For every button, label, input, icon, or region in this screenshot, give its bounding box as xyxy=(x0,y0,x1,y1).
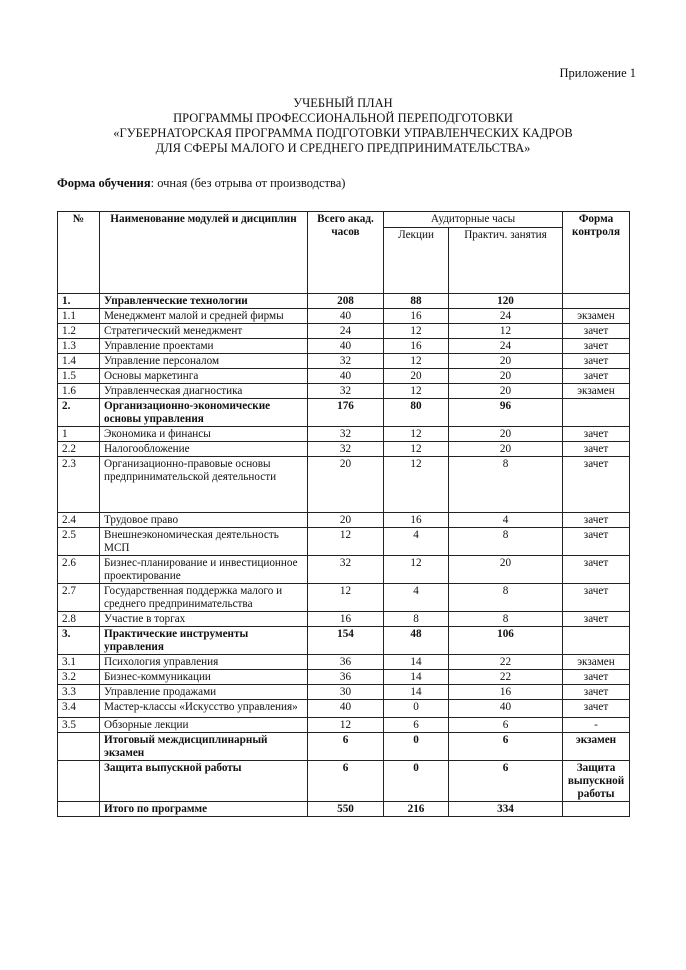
row-practice: 4 xyxy=(449,513,563,528)
row-control: экзамен xyxy=(563,655,630,670)
row-control: зачет xyxy=(563,324,630,339)
row-num: 1.4 xyxy=(58,354,100,369)
table-body xyxy=(58,294,630,817)
row-control xyxy=(563,399,630,427)
document-title xyxy=(0,96,686,156)
study-form-value: : очная (без отрыва от производства) xyxy=(150,176,346,190)
row-total: 6 xyxy=(308,761,384,802)
row-total: 24 xyxy=(308,324,384,339)
header-lectures: Лекции xyxy=(384,228,449,294)
table-row xyxy=(58,655,630,670)
row-name: Организационно-правовые основы предпринимательской деятельности xyxy=(100,457,308,513)
row-total: 30 xyxy=(308,685,384,700)
row-lectures: 88 xyxy=(384,294,449,309)
row-practice: 6 xyxy=(449,761,563,802)
row-lectures: 80 xyxy=(384,399,449,427)
row-control xyxy=(563,802,630,817)
row-control: зачет xyxy=(563,700,630,718)
table-row xyxy=(58,427,630,442)
row-practice: 8 xyxy=(449,584,563,612)
title-line: ДЛЯ СФЕРЫ МАЛОГО И СРЕДНЕГО ПРЕДПРИНИМАТЕЛЬСТВА» xyxy=(155,141,531,155)
row-total: 40 xyxy=(308,339,384,354)
row-lectures: 0 xyxy=(384,733,449,761)
row-num: 2.6 xyxy=(58,556,100,584)
table-row xyxy=(58,700,630,718)
row-name: Менеджмент малой и средней фирмы xyxy=(100,309,308,324)
row-total: 20 xyxy=(308,457,384,513)
table-row xyxy=(58,309,630,324)
row-practice: 24 xyxy=(449,339,563,354)
row-control: зачет xyxy=(563,685,630,700)
row-lectures: 12 xyxy=(384,354,449,369)
header-practice: Практич. занятия xyxy=(449,228,563,294)
row-num: 1.2 xyxy=(58,324,100,339)
study-form xyxy=(57,176,345,191)
row-num: 1.5 xyxy=(58,369,100,384)
header-auditory: Аудиторные часы xyxy=(384,212,563,228)
row-name: Защита выпускной работы xyxy=(100,761,308,802)
header-total: Всего акад. часов xyxy=(308,212,384,294)
row-name: Стратегический менеджмент xyxy=(100,324,308,339)
row-total: 40 xyxy=(308,309,384,324)
row-lectures: 48 xyxy=(384,627,449,655)
row-num: 2.2 xyxy=(58,442,100,457)
row-control: зачет xyxy=(563,670,630,685)
row-total: 40 xyxy=(308,700,384,718)
row-practice: 120 xyxy=(449,294,563,309)
row-name: Обзорные лекции xyxy=(100,718,308,733)
row-practice: 8 xyxy=(449,457,563,513)
row-name: Управленческая диагностика xyxy=(100,384,308,399)
row-practice: 20 xyxy=(449,442,563,457)
row-practice: 96 xyxy=(449,399,563,427)
row-lectures: 0 xyxy=(384,700,449,718)
row-num: 3.1 xyxy=(58,655,100,670)
row-lectures: 4 xyxy=(384,528,449,556)
table-row xyxy=(58,369,630,384)
row-practice: 16 xyxy=(449,685,563,700)
row-name: Управление проектами xyxy=(100,339,308,354)
row-name: Участие в торгах xyxy=(100,612,308,627)
row-name: Организационно-экономические основы управления xyxy=(100,399,308,427)
header-num: № xyxy=(58,212,100,294)
row-lectures: 12 xyxy=(384,442,449,457)
row-name: Практические инструменты управления xyxy=(100,627,308,655)
row-num: 1. xyxy=(58,294,100,309)
row-control: зачет xyxy=(563,612,630,627)
table-row xyxy=(58,556,630,584)
header-control: Форма контроля xyxy=(563,212,630,294)
row-practice: 6 xyxy=(449,733,563,761)
row-lectures: 0 xyxy=(384,761,449,802)
row-total: 20 xyxy=(308,513,384,528)
row-lectures: 6 xyxy=(384,718,449,733)
table-row xyxy=(58,339,630,354)
table-row xyxy=(58,442,630,457)
row-num xyxy=(58,761,100,802)
table-row xyxy=(58,612,630,627)
table-row xyxy=(58,802,630,817)
row-total: 154 xyxy=(308,627,384,655)
table-row xyxy=(58,294,630,309)
row-total: 36 xyxy=(308,670,384,685)
row-name: Основы маркетинга xyxy=(100,369,308,384)
row-practice: 20 xyxy=(449,427,563,442)
table-row xyxy=(58,528,630,556)
row-control xyxy=(563,294,630,309)
row-total: 32 xyxy=(308,384,384,399)
row-num xyxy=(58,733,100,761)
row-name: Управленческие технологии xyxy=(100,294,308,309)
row-num: 3.3 xyxy=(58,685,100,700)
row-total: 32 xyxy=(308,556,384,584)
row-control: зачет xyxy=(563,427,630,442)
row-control: зачет xyxy=(563,513,630,528)
table-row xyxy=(58,685,630,700)
row-num: 3.2 xyxy=(58,670,100,685)
row-name: Бизнес-планирование и инвестиционное проектирование xyxy=(100,556,308,584)
table-row xyxy=(58,627,630,655)
row-num: 2.8 xyxy=(58,612,100,627)
row-name: Управление продажами xyxy=(100,685,308,700)
row-name: Внешнеэкономическая деятельность МСП xyxy=(100,528,308,556)
row-practice: 8 xyxy=(449,528,563,556)
row-practice: 12 xyxy=(449,324,563,339)
row-practice: 106 xyxy=(449,627,563,655)
row-total: 6 xyxy=(308,733,384,761)
row-name: Государственная поддержка малого и среднего предпринимательства xyxy=(100,584,308,612)
row-name: Итоговый междисциплинарный экзамен xyxy=(100,733,308,761)
row-num: 1.3 xyxy=(58,339,100,354)
row-name: Налогообложение xyxy=(100,442,308,457)
row-control: зачет xyxy=(563,556,630,584)
curriculum-table xyxy=(57,211,630,817)
table-row xyxy=(58,399,630,427)
header-name: Наименование модулей и дисциплин xyxy=(100,212,308,294)
row-num: 2.3 xyxy=(58,457,100,513)
row-total: 550 xyxy=(308,802,384,817)
row-practice: 20 xyxy=(449,384,563,399)
row-total: 32 xyxy=(308,442,384,457)
row-num xyxy=(58,802,100,817)
table-row xyxy=(58,718,630,733)
row-lectures: 12 xyxy=(384,384,449,399)
row-total: 208 xyxy=(308,294,384,309)
row-total: 40 xyxy=(308,369,384,384)
row-lectures: 20 xyxy=(384,369,449,384)
row-num: 1 xyxy=(58,427,100,442)
table-row xyxy=(58,584,630,612)
appendix-label: Приложение 1 xyxy=(559,66,636,80)
row-num: 1.6 xyxy=(58,384,100,399)
row-practice: 334 xyxy=(449,802,563,817)
row-total: 36 xyxy=(308,655,384,670)
row-lectures: 14 xyxy=(384,655,449,670)
row-lectures: 12 xyxy=(384,427,449,442)
row-name: Управление персоналом xyxy=(100,354,308,369)
row-control: зачет xyxy=(563,369,630,384)
row-total: 12 xyxy=(308,528,384,556)
row-practice: 20 xyxy=(449,369,563,384)
title-line: ПРОГРАММЫ ПРОФЕССИОНАЛЬНОЙ ПЕРЕПОДГОТОВКИ xyxy=(173,111,513,125)
row-control: зачет xyxy=(563,528,630,556)
row-num: 3. xyxy=(58,627,100,655)
title-line: «ГУБЕРНАТОРСКАЯ ПРОГРАММА ПОДГОТОВКИ УПРАВЛЕНЧЕСКИХ КАДРОВ xyxy=(113,126,573,140)
row-total: 32 xyxy=(308,354,384,369)
table-row xyxy=(58,354,630,369)
row-name: Экономика и финансы xyxy=(100,427,308,442)
row-control: экзамен xyxy=(563,384,630,399)
row-num: 2.4 xyxy=(58,513,100,528)
row-control: зачет xyxy=(563,584,630,612)
row-total: 16 xyxy=(308,612,384,627)
row-name: Психология управления xyxy=(100,655,308,670)
row-control: экзамен xyxy=(563,733,630,761)
row-lectures: 8 xyxy=(384,612,449,627)
row-num: 2.7 xyxy=(58,584,100,612)
row-num: 1.1 xyxy=(58,309,100,324)
row-total: 176 xyxy=(308,399,384,427)
row-lectures: 16 xyxy=(384,513,449,528)
row-name: Мастер-классы «Искусство управления» xyxy=(100,700,308,718)
title-line: УЧЕБНЫЙ ПЛАН xyxy=(293,96,393,110)
row-control: зачет xyxy=(563,354,630,369)
row-lectures: 14 xyxy=(384,670,449,685)
row-practice: 20 xyxy=(449,354,563,369)
row-practice: 8 xyxy=(449,612,563,627)
row-practice: 6 xyxy=(449,718,563,733)
row-practice: 24 xyxy=(449,309,563,324)
row-control xyxy=(563,627,630,655)
row-total: 32 xyxy=(308,427,384,442)
row-practice: 40 xyxy=(449,700,563,718)
row-total: 12 xyxy=(308,718,384,733)
row-control: зачет xyxy=(563,339,630,354)
row-practice: 20 xyxy=(449,556,563,584)
row-lectures: 12 xyxy=(384,324,449,339)
row-num: 3.5 xyxy=(58,718,100,733)
row-lectures: 16 xyxy=(384,309,449,324)
row-lectures: 16 xyxy=(384,339,449,354)
study-form-label: Форма обучения xyxy=(57,176,151,190)
table-row xyxy=(58,513,630,528)
row-control: Защита выпускной работы xyxy=(563,761,630,802)
table-row xyxy=(58,324,630,339)
row-practice: 22 xyxy=(449,670,563,685)
row-lectures: 216 xyxy=(384,802,449,817)
row-num: 2. xyxy=(58,399,100,427)
row-control: - xyxy=(563,718,630,733)
row-lectures: 4 xyxy=(384,584,449,612)
row-total: 12 xyxy=(308,584,384,612)
table-row xyxy=(58,670,630,685)
row-lectures: 12 xyxy=(384,457,449,513)
row-lectures: 12 xyxy=(384,556,449,584)
table-row xyxy=(58,457,630,513)
row-name: Трудовое право xyxy=(100,513,308,528)
table-row xyxy=(58,761,630,802)
table-row xyxy=(58,384,630,399)
row-control: экзамен xyxy=(563,309,630,324)
row-num: 2.5 xyxy=(58,528,100,556)
row-num: 3.4 xyxy=(58,700,100,718)
table-row xyxy=(58,733,630,761)
row-control: зачет xyxy=(563,457,630,513)
row-control: зачет xyxy=(563,442,630,457)
row-name: Бизнес-коммуникации xyxy=(100,670,308,685)
row-name: Итого по программе xyxy=(100,802,308,817)
row-lectures: 14 xyxy=(384,685,449,700)
row-practice: 22 xyxy=(449,655,563,670)
